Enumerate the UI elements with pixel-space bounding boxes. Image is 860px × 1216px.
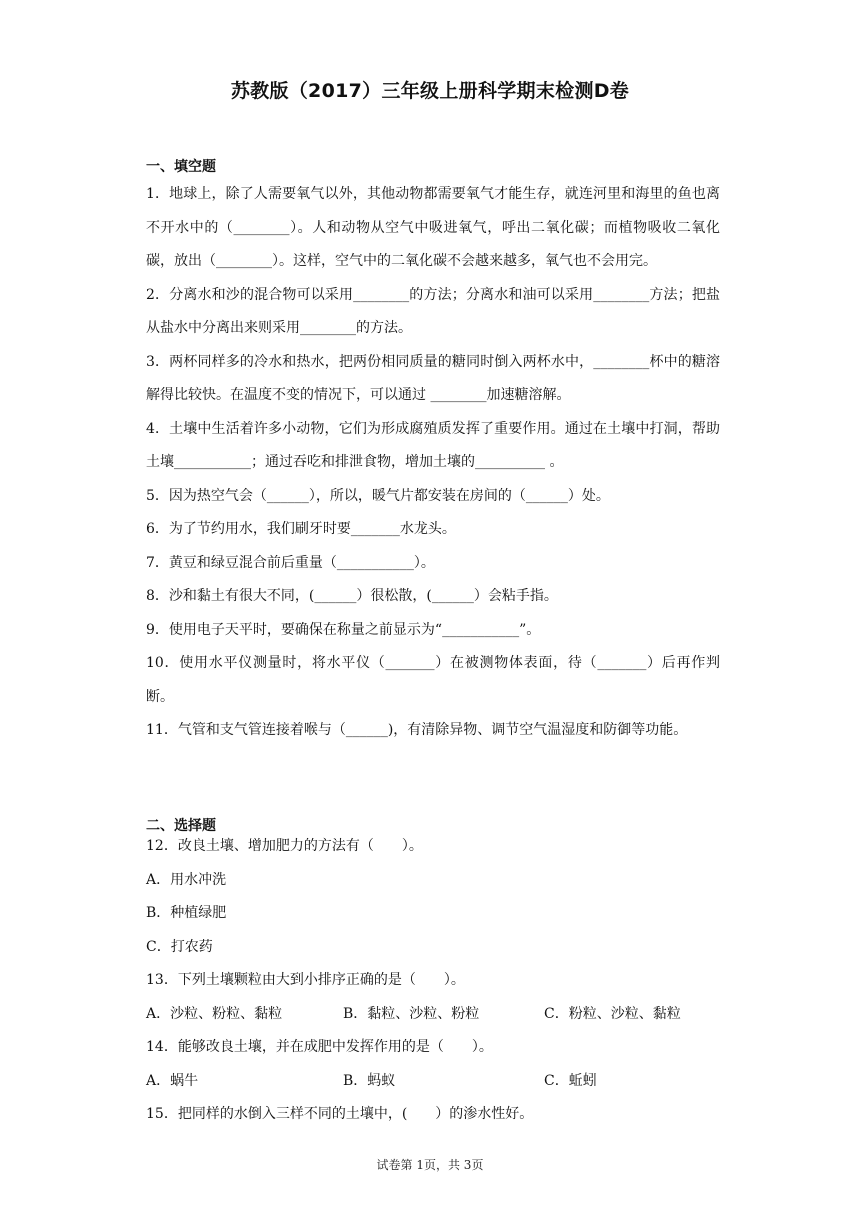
question-14-options [146, 1065, 720, 1099]
question-14: 14．能够改良土壤，并在成肥中发挥作用的是（ ）。 [146, 1039, 493, 1055]
fill-in-questions [146, 178, 720, 748]
question-12-option-c: C．打农药 [146, 938, 213, 955]
question-11: 11．气管和支气管连接着喉与（______)，有清除异物、调节空气温湿度和防御等功能。 [146, 722, 688, 738]
question-13: 13．下列土壤颗粒由大到小排序正确的是（ ）。 [146, 972, 465, 988]
question-12-option-b: B．种植绿肥 [146, 905, 227, 921]
question-14-option-a: A．蜗牛 [146, 1072, 199, 1089]
question-13-option-a: A．沙粒、粉粒、黏粒 [146, 1005, 283, 1022]
question-6: 6．为了节约用水，我们刷牙时要_______水龙头。 [146, 521, 456, 537]
choice-questions [146, 830, 720, 1132]
question-10: 10．使用水平仪测量时，将水平仪（_______）在被测物体表面，待（_______）后再作判断。 [146, 655, 720, 705]
question-12-option-a: A．用水冲洗 [146, 871, 227, 888]
question-2: 2．分离水和沙的混合物可以采用________的方法；分离水和油可以采用________方法；把盐从盐水中分离出来则采用________的方法。 [146, 286, 720, 336]
question-15: 15．把同样的水倒入三样不同的土壤中，( ）的渗水性好。 [146, 1106, 534, 1122]
question-7: 7．黄豆和绿豆混合前后重量（___________）。 [146, 554, 435, 571]
exam-title: 苏教版（2017）三年级上册科学期末检测D卷 [230, 80, 630, 102]
section-heading-choice: 二、选择题 [146, 818, 216, 834]
question-3: 3．两杯同样多的冷水和热水，把两份相同质量的糖同时倒入两杯水中，________杯中的糖溶解得比较快。在温度不变的情况下，可以通过 ________加速糖溶解。 [146, 353, 720, 403]
question-4: 4．土壤中生活着许多小动物，它们为形成腐殖质发挥了重要作用。通过在土壤中打洞，帮助土壤___________；通过吞吃和排泄食物，增加土壤的__________ 。 [146, 420, 720, 470]
question-13-options [146, 998, 720, 1032]
question-12: 12．改良土壤、增加肥力的方法有（ ）。 [146, 838, 423, 854]
section-heading-fill-in: 一、填空题 [146, 159, 216, 175]
question-14-option-b: B．蚂蚁 [343, 1072, 396, 1089]
question-13-option-b: B．黏粒、沙粒、粉粒 [343, 1005, 480, 1022]
page-footer: 试卷第 1页，共 3页 [376, 1158, 484, 1172]
question-1: 1．地球上，除了人需要氧气以外，其他动物都需要氧气才能生存，就连河里和海里的鱼也离不开水中的（________）。人和动物从空气中吸进氧气，呼出二氧化碳；而植物吸收二氧化碳，放出（________）。这样，空气中的二氧化碳不会越来越多，氧气也不会用完。 [146, 186, 720, 269]
question-5: 5．因为热空气会（______），所以，暖气片都安装在房间的（______）处。 [146, 487, 610, 504]
question-9: 9．使用电子天平时，要确保在称量之前显示为“___________”。 [146, 621, 541, 638]
question-8: 8．沙和黏土有很大不同，(______）很松散，(______）会粘手指。 [146, 588, 558, 604]
question-14-option-c: C．蚯蚓 [544, 1072, 597, 1089]
question-13-option-c: C．粉粒、沙粒、黏粒 [544, 1005, 681, 1022]
